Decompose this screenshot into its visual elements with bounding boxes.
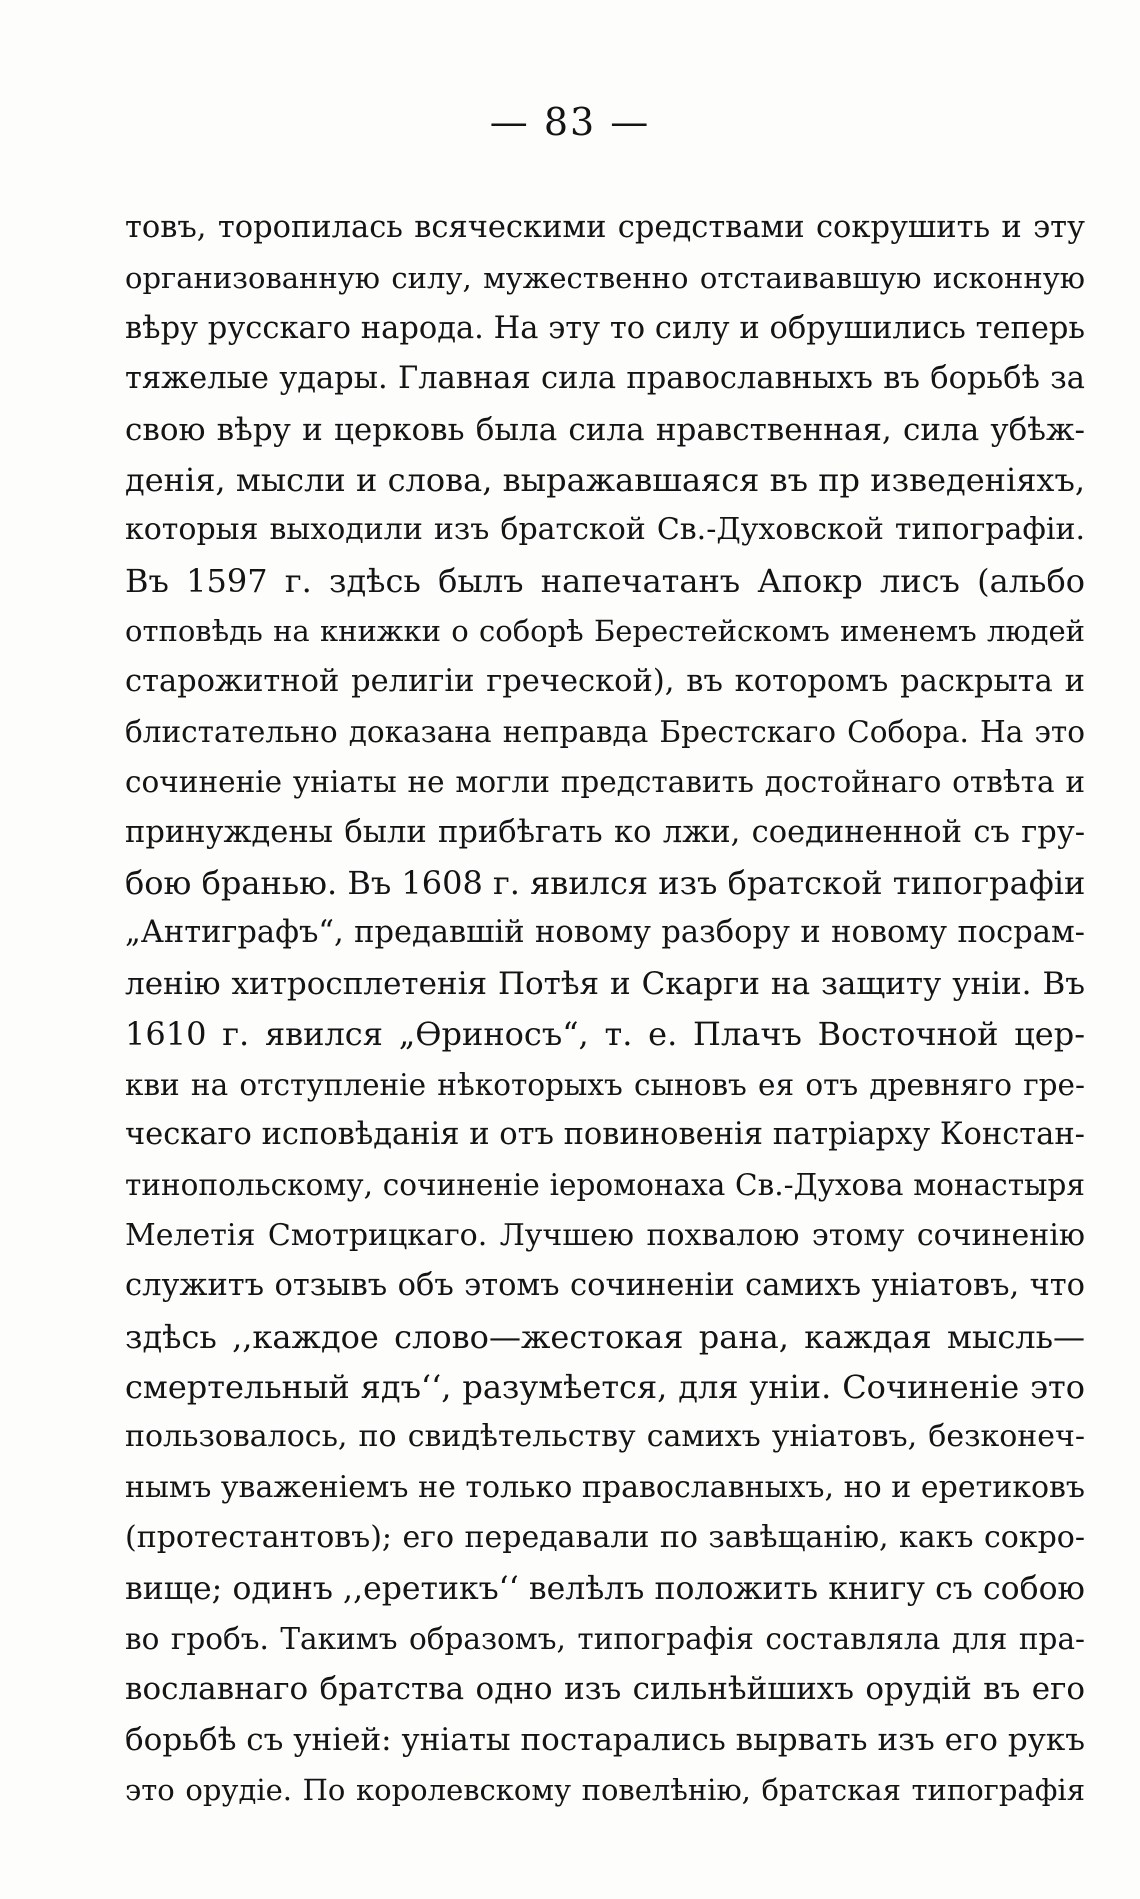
text-line: старожитной религіи греческой), въ которомъ раскрыта и bbox=[125, 663, 1085, 699]
text-line: денія, мысли и слова, выражавшаяся въ пр изведеніяхъ, bbox=[125, 460, 1085, 499]
text-line: нымъ уваженіемъ не только православныхъ, но и еретиковъ bbox=[125, 1469, 1085, 1505]
text-line: кви на отступленіе нѣкоторыхъ сыновъ ея отъ древняго гре- bbox=[125, 1067, 1085, 1102]
text-line: которыя выходили изъ братской Св.-Духовской типографіи. bbox=[125, 512, 1085, 548]
text-line: вославнаго братства одно изъ сильнѣйшихъ орудій въ его bbox=[125, 1671, 1085, 1708]
text-line: принуждены были прибѣгать ко лжи, соединенной съ гру- bbox=[125, 814, 1085, 850]
text-line: товъ, торопилась всяческими средствами сокрушить и эту bbox=[125, 210, 1085, 245]
text-line: бою бранью. Въ 1608 г. явился изъ братской типографіи bbox=[125, 864, 1085, 903]
text-line: борьбѣ съ уніей: уніаты постарались вырвать изъ его рукъ bbox=[125, 1721, 1085, 1758]
text-line: свою вѣру и церковь была сила нравственная, сила убѣж- bbox=[125, 411, 1085, 448]
text-line: тинопольскому, сочиненіе іеромонаха Св.-Духова монастыря bbox=[125, 1168, 1085, 1203]
text-line: „Антиграфъ“, предавшій новому разбору и новому посрам- bbox=[125, 915, 1085, 951]
text-line: ческаго исповѣданія и отъ повиновенія патріарху Констан- bbox=[125, 1117, 1085, 1153]
page-number: — 83 — bbox=[489, 100, 651, 144]
text-line: 1610 г. явился „Ѳриносъ“, т. е. Плачъ Восточной цер- bbox=[125, 1015, 1085, 1054]
text-line: вѣру русскаго народа. На эту то силу и обрушились теперь bbox=[125, 310, 1085, 346]
text-line: Мелетія Смотрицкаго. Лучшею похвалою этому сочиненію bbox=[125, 1217, 1085, 1253]
text-line: служитъ отзывъ объ этомъ сочиненіи самихъ уніатовъ, что bbox=[125, 1268, 1085, 1304]
text-line: ленію хитросплетенія Потѣя и Скарги на защиту уніи. Въ bbox=[125, 965, 1085, 1002]
text-line: блистательно доказана неправда Брестскаго Собора. На это bbox=[125, 714, 1085, 749]
text-line: это орудіе. По королевскому повелѣнію, братская типографія bbox=[125, 1773, 1085, 1808]
text-line: вище; одинъ ,,еретикъ‘‘ велѣлъ положить книгу съ собою bbox=[125, 1570, 1085, 1607]
text-line: организованную силу, мужественно отстаивавшую исконную bbox=[125, 261, 1085, 296]
text-line: Въ 1597 г. здѣсь былъ напечатанъ Апокр лисъ (альбо bbox=[125, 561, 1085, 600]
text-line: смертельный ядъ‘‘, разумѣется, для уніи. Сочиненіе это bbox=[125, 1367, 1085, 1406]
text-line: тяжелые удары. Главная сила православныхъ въ борьбѣ за bbox=[125, 361, 1085, 397]
body-text bbox=[125, 203, 1085, 1816]
text-line: отповѣдь на книжки о соборѣ Берестейскомъ именемъ людей bbox=[125, 614, 1085, 649]
text-line: во гробъ. Такимъ образомъ, типографія составляла для пра- bbox=[125, 1621, 1085, 1656]
text-line: сочиненіе уніаты не могли представить достойнаго отвѣта и bbox=[125, 765, 1085, 800]
text-line: (протестантовъ); его передавали по завѣщанію, какъ сокро- bbox=[125, 1520, 1085, 1556]
text-line: здѣсь ,,каждое слово—жестокая рана, каждая мысль— bbox=[125, 1317, 1085, 1356]
text-line: пользовалось, по свидѣтельству самихъ уніатовъ, безконеч- bbox=[125, 1419, 1085, 1455]
